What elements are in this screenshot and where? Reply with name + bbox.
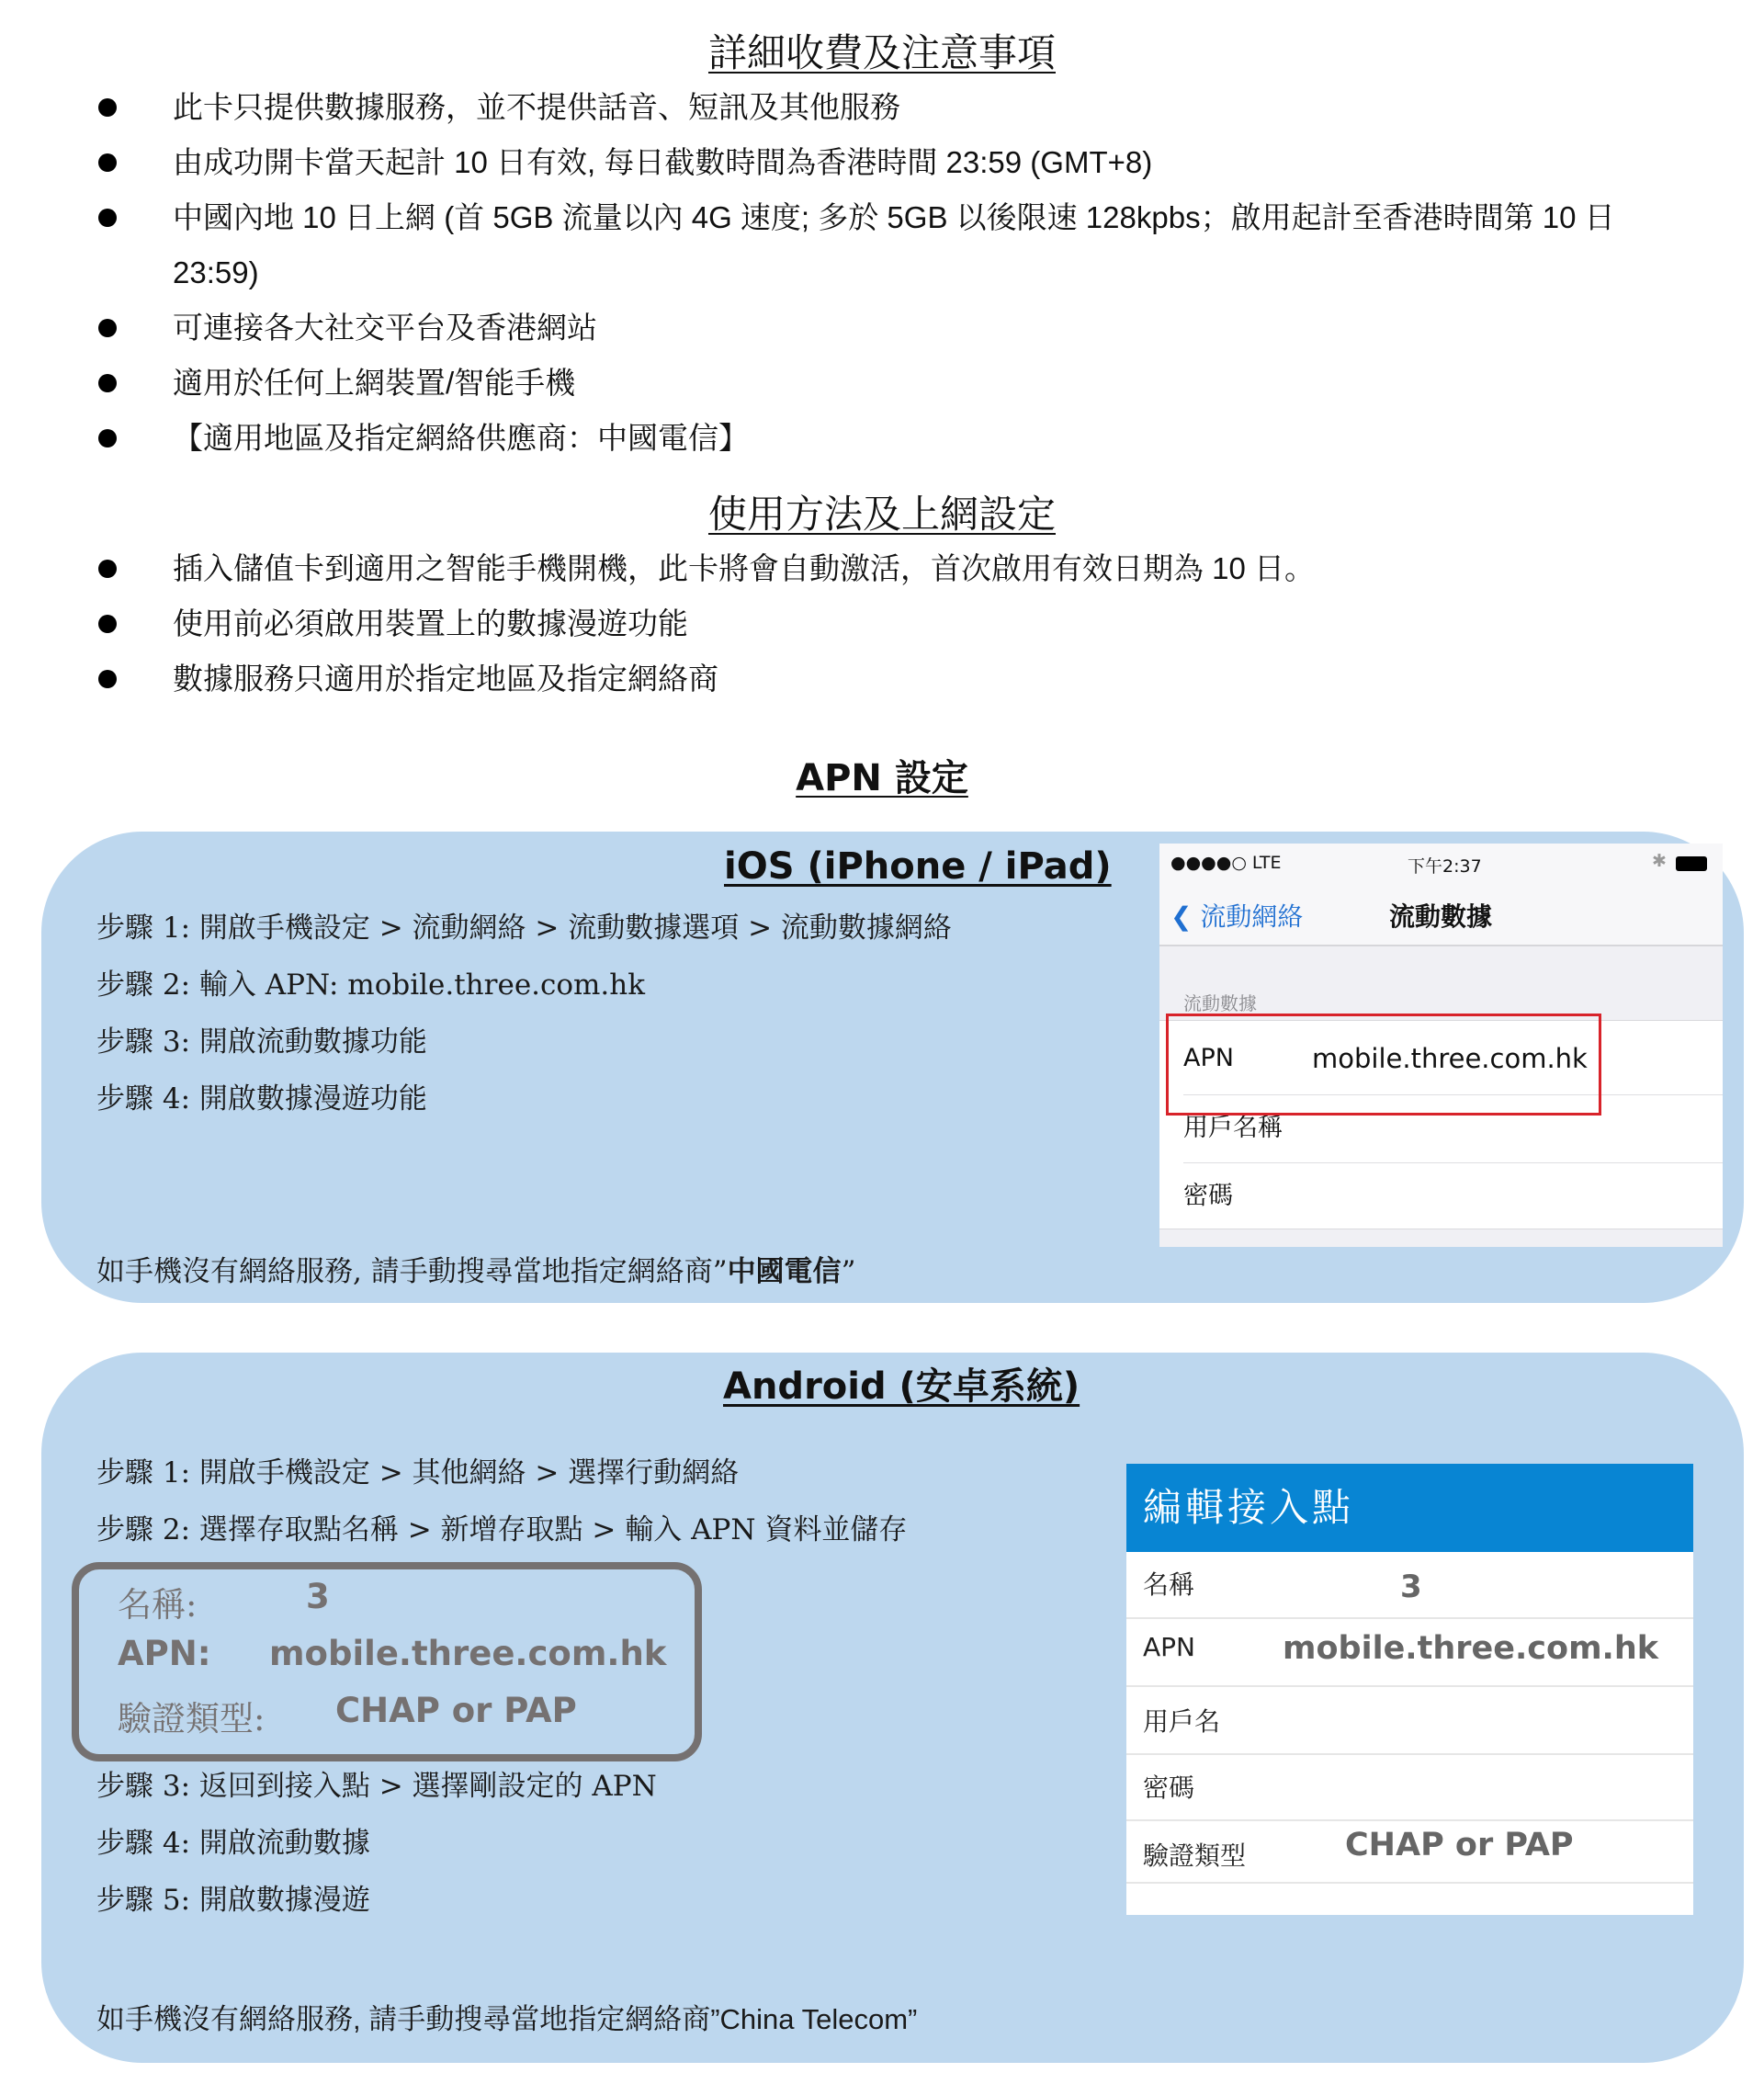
android-note: 如手機沒有網絡服務, 請手動搜尋當地指定網絡商”China Telecom”	[96, 2003, 918, 2035]
summary-name: 名稱: 3	[118, 1577, 330, 1625]
ios-status-bar	[1159, 844, 1723, 884]
bullet-icon	[98, 429, 117, 447]
ios-row-apn[interactable]: APN mobile.three.com.hk	[1183, 1043, 1588, 1074]
apn-title: APN 設定	[796, 757, 968, 799]
fees-bullet: 由成功開卡當天起計 10 日有效, 每日截數時間為香港時間 23:59 (GMT+8)	[0, 135, 1764, 190]
ios-section-label: 流動數據	[1183, 992, 1257, 1014]
bullet-icon	[98, 209, 117, 227]
usage-bullet: 數據服務只適用於指定地區及指定網絡商	[0, 651, 1764, 707]
status-time: 下午2:37	[1408, 856, 1482, 877]
ios-note: 如手機沒有網絡服務, 請手動搜尋當地指定網絡商”中國電信”	[96, 1255, 856, 1288]
ios-row-password[interactable]: 密碼	[1183, 1182, 1233, 1210]
signal-icon: ●●●●○ LTE	[1170, 853, 1282, 873]
chevron-left-icon: ❮	[1170, 901, 1193, 932]
android-header: 編輯接入點	[1126, 1464, 1693, 1552]
usage-title: 使用方法及上網設定	[707, 493, 1056, 536]
summary-auth: 驗證類型: CHAP or PAP	[118, 1691, 577, 1739]
android-step: 步驟 2: 選擇存取點名稱 > 新增存取點 > 輸入 APN 資料並儲存	[96, 1513, 908, 1546]
fees-bullet: 此卡只提供數據服務，並不提供話音、短訊及其他服務	[0, 80, 1764, 135]
bluetooth-icon: ✱	[1652, 851, 1667, 871]
bullet-icon	[98, 670, 117, 688]
ios-step: 步驟 3: 開啟流動數據功能	[96, 1025, 427, 1059]
bullet-icon	[98, 615, 117, 633]
android-step: 步驟 5: 開啟數據漫遊	[96, 1884, 370, 1917]
ios-step: 步驟 4: 開啟數據漫遊功能	[96, 1082, 427, 1116]
android-step: 步驟 1: 開啟手機設定 > 其他網絡 > 選擇行動網絡	[96, 1456, 740, 1489]
bullet-icon	[98, 374, 117, 392]
android-row-name[interactable]: 名稱 3	[1126, 1552, 1693, 1619]
summary-apn: APN: mobile.three.com.hk	[118, 1634, 667, 1673]
bullet-icon	[98, 560, 117, 578]
fees-bullet: 【適用地區及指定網絡供應商：中國電信】	[0, 411, 1764, 466]
ios-step: 步驟 1: 開啟手機設定 > 流動網絡 > 流動數據選項 > 流動數據網絡	[96, 912, 952, 945]
ios-nav-bar	[1159, 884, 1723, 946]
fees-title: 詳細收費及注意事項	[707, 31, 1056, 74]
android-title: Android (安卓系統)	[723, 1365, 1080, 1408]
fees-bullet: 適用於任何上網裝置/智能手機	[0, 356, 1764, 411]
fees-bullet: 中國內地 10 日上網 (首 5GB 流量以內 4G 速度; 多於 5GB 以後限速 128kpbs；啟用起計至香港時間第 10 日	[0, 190, 1764, 245]
ios-row-username[interactable]: 用戶名稱	[1183, 1114, 1283, 1142]
battery-icon	[1676, 856, 1707, 871]
apn-highlight-box	[1166, 1014, 1601, 1116]
bullet-icon	[98, 319, 117, 337]
fees-bullet: 可連接各大社交平台及香港網站	[0, 300, 1764, 356]
usage-bullet: 插入儲值卡到適用之智能手機開機，此卡將會自動激活，首次啟用有效日期為 10 日。	[0, 541, 1764, 596]
android-step: 步驟 3: 返回到接入點 > 選擇剛設定的 APN	[96, 1770, 657, 1803]
bullet-icon	[98, 98, 117, 117]
android-row-username[interactable]: 用戶名	[1126, 1687, 1693, 1755]
android-row-apn[interactable]: APN mobile.three.com.hk	[1126, 1619, 1693, 1687]
ios-nav-title: 流動數據	[1389, 901, 1493, 932]
ios-step: 步驟 2: 輸入 APN: mobile.three.com.hk	[96, 968, 646, 1002]
apn-summary-box	[72, 1562, 702, 1761]
fees-bullet-continuation: 23:59)	[173, 255, 259, 289]
back-button[interactable]: ❮ 流動網絡	[1170, 901, 1304, 932]
android-step: 步驟 4: 開啟流動數據	[96, 1827, 370, 1860]
ios-title: iOS (iPhone / iPad)	[724, 845, 1112, 888]
bullet-icon	[98, 153, 117, 172]
android-row-password[interactable]: 密碼	[1126, 1755, 1693, 1821]
android-screenshot	[1126, 1464, 1693, 1915]
android-row-auth[interactable]: 驗證類型 CHAP or PAP	[1126, 1821, 1693, 1884]
usage-bullet: 使用前必須啟用裝置上的數據漫遊功能	[0, 596, 1764, 651]
